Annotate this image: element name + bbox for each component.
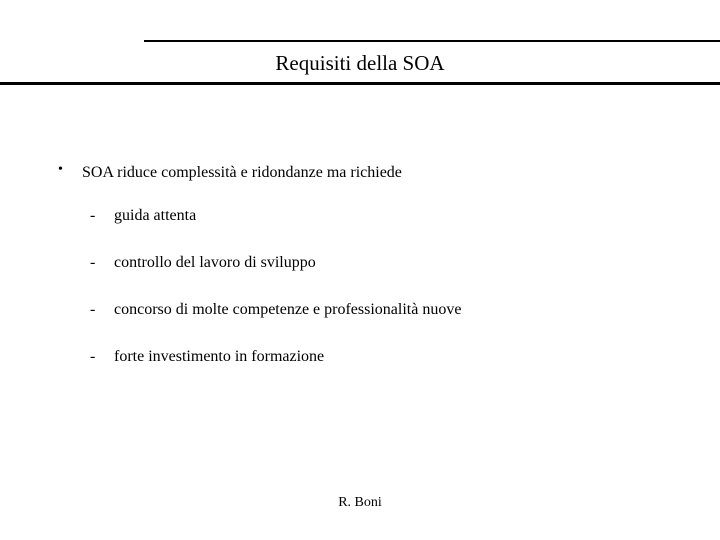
sub-item-text: guida attenta [114,207,197,224]
dash-marker: - [90,207,96,224]
slide-title: Requisiti della SOA [275,51,445,75]
title-rule-top [144,40,720,42]
sub-item-text: concorso di molte competenze e professionalità nuove [114,301,462,318]
sub-item-text: controllo del lavoro di sviluppo [114,254,316,271]
dash-marker: - [90,301,96,318]
footer-author: R. Boni [338,495,382,510]
dash-marker: - [90,254,96,271]
dash-marker: - [90,348,96,365]
sub-item-text: forte investimento in formazione [114,348,325,365]
title-rule-bottom [0,82,720,85]
bullet-icon: • [58,162,63,177]
bullet-text: SOA riduce complessità e ridondanze ma richiede [82,164,402,181]
